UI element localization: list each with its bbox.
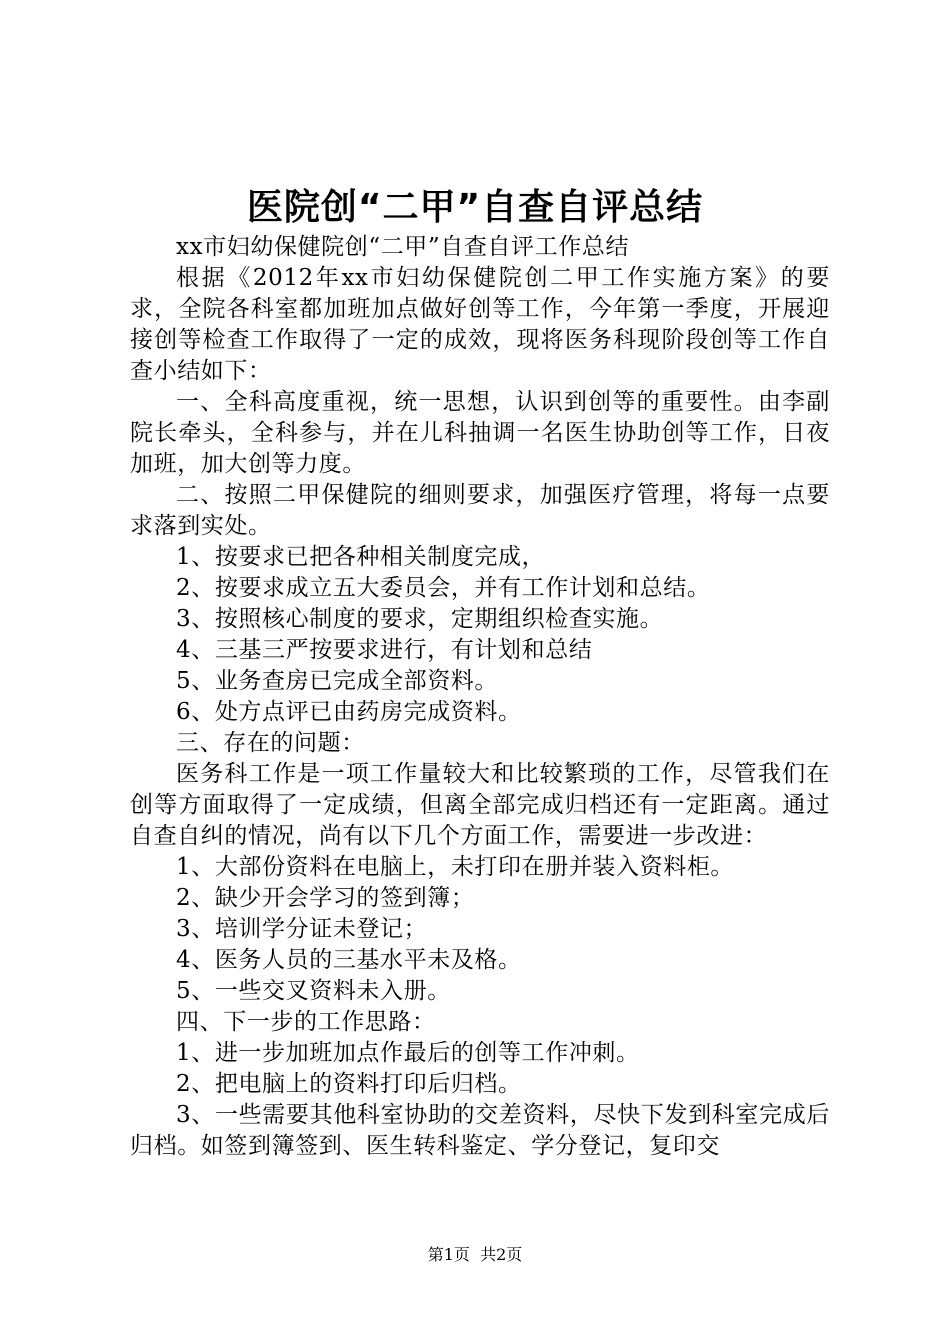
paragraph: 5、一些交叉资料未入册。 [176,978,451,1004]
paragraph: 4、三基三严按要求进行，有计划和总结 [176,637,593,663]
paragraph: 一、全科高度重视，统一思想，认识到创等的重要性。由李副院长牵头，全科参与，并在儿科抽调一名医生协助创等工作，日夜加班，加大创等力度。 [130,389,830,477]
paragraph: 1、进一步加班加点作最后的创等工作冲刺。 [176,1040,640,1066]
paragraph: 2、缺少开会学习的签到簿； [176,885,475,911]
paragraph: xx市妇幼保健院创“二甲”自查自评工作总结 [176,234,630,260]
document-body [130,232,830,1162]
paragraph: 4、医务人员的三基水平未及格。 [176,947,522,973]
paragraph: 6、处方点评已由药房完成资料。 [176,699,522,725]
paragraph: 四、下一步的工作思路： [176,1009,436,1035]
page-number: 第1页 [427,1245,470,1264]
paragraph: 三、存在的问题： [176,730,365,756]
paragraph: 3、一些需要其他科室协助的交差资料，尽快下发到科室完成后归档。如签到簿签到、医生转科鉴定、学分登记，复印交 [130,1102,830,1159]
paragraph: 5、业务查房已完成全部资料。 [176,668,499,694]
paragraph: 二、按照二甲保健院的细则要求，加强医疗管理，将每一点要求落到实处。 [130,482,830,539]
page-footer [0,1244,950,1266]
page-total: 共2页 [480,1245,523,1264]
paragraph: 3、培训学分证未登记； [176,916,428,942]
paragraph: 2、把电脑上的资料打印后归档。 [176,1071,522,1097]
paragraph: 1、大部份资料在电脑上，未打印在册并装入资料柜。 [176,854,735,880]
paragraph: 2、按要求成立五大委员会，并有工作计划和总结。 [176,575,711,601]
document-title: 医院创“二甲”自查自评总结 [246,187,704,228]
paragraph: 根据《2012年xx市妇幼保健院创二甲工作实施方案》的要求，全院各科室都加班加点做好创等工作，今年第一季度，开展迎接创等检查工作取得了一定的成效，现将医务科现阶段创等工作自查小结如下： [130,265,830,384]
paragraph: 医务科工作是一项工作量较大和比较繁琐的工作，尽管我们在创等方面取得了一定成绩，但离全部完成归档还有一定距离。通过自查自纠的情况，尚有以下几个方面工作，需要进一步改进： [130,761,830,849]
paragraph: 3、按照核心制度的要求，定期组织检查实施。 [176,606,664,632]
paragraph: 1、按要求已把各种相关制度完成， [176,544,546,570]
